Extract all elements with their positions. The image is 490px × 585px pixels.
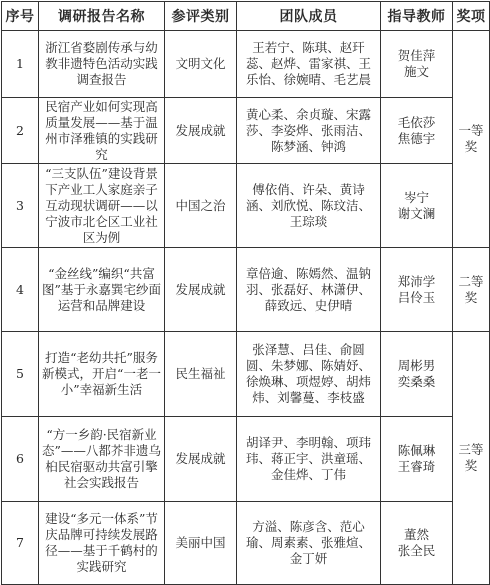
advisor-cell: 陈佩琳 王睿琦 — [381, 417, 453, 502]
row-index: 4 — [2, 248, 39, 332]
category-cell: 文明文化 — [165, 31, 237, 98]
report-title: “金丝线”编织“共富图”基于永嘉巽宅纱面运营和品牌建设 — [39, 248, 165, 332]
table-row — [2, 98, 490, 164]
award-cell-third: 三等奖 — [453, 332, 490, 585]
table-row — [2, 332, 490, 417]
category-cell: 发展成就 — [165, 98, 237, 164]
category-cell: 中国之治 — [165, 164, 237, 248]
award-cell-first: 一等奖 — [453, 31, 490, 248]
report-title: 打造“老幼共托”服务新模式，开启“一老一小”幸福新生活 — [39, 332, 165, 417]
table-row — [2, 502, 490, 585]
award-cell-second: 二等奖 — [453, 248, 490, 332]
team-members: 傅依俏、许朵、黄诗涵、刘欣悦、陈玟洁、王琮琰 — [237, 164, 381, 248]
header-title: 调研报告名称 — [39, 2, 165, 31]
header-advisor: 指导教师 — [381, 2, 453, 31]
report-title: 民宿产业如何实现高质量发展——基于温州市泽雅镇的实践研究 — [39, 98, 165, 164]
team-members: 方溢、陈彦含、范心瑜、周素素、张雅煊、金丁妍 — [237, 502, 381, 585]
advisor-cell: 董然 张全民 — [381, 502, 453, 585]
team-members: 黄心柔、余贞璇、宋露莎、李姿烨、张雨洁、陈梦涵、钟鸿 — [237, 98, 381, 164]
category-cell: 民生福祉 — [165, 332, 237, 417]
report-title: “三支队伍”建设背景下产业工人家庭亲子互动现状调研——以宁波市北仑区工业社区为例 — [39, 164, 165, 248]
awards-table — [1, 1, 490, 585]
report-title: 建设“多元一体系”节庆品牌可持续发展路径——基于千鹤村的实践研究 — [39, 502, 165, 585]
advisor-cell: 郑沛学 吕伶玉 — [381, 248, 453, 332]
table-row — [2, 248, 490, 332]
row-index: 2 — [2, 98, 39, 164]
row-index: 5 — [2, 332, 39, 417]
row-index: 7 — [2, 502, 39, 585]
header-award: 奖项 — [453, 2, 490, 31]
team-members: 胡译尹、李明翰、项玮玮、蒋正宇、洪童瑶、金佳烨、丁伟 — [237, 417, 381, 502]
team-members: 章倍逾、陈嫣然、温钠羽、张磊好、林潇伊、薛致远、史伊晴 — [237, 248, 381, 332]
header-index: 序号 — [2, 2, 39, 31]
category-cell: 发展成就 — [165, 417, 237, 502]
team-members: 张泽慧、吕佳、俞圆圆、朱梦娜、陈婧妤、徐焕琳、项煜婷、胡炜炜、刘馨蔓、李枝盛 — [237, 332, 381, 417]
report-title: 浙江省婺剧传承与幼教非遗特色活动实践调查报告 — [39, 31, 165, 98]
table-row — [2, 417, 490, 502]
category-cell: 发展成就 — [165, 248, 237, 332]
advisor-cell: 毛依莎 焦德宇 — [381, 98, 453, 164]
row-index: 6 — [2, 417, 39, 502]
header-members: 团队成员 — [237, 2, 381, 31]
team-members: 王若宁、陈琪、赵玕蕊、赵烨、雷家祺、王乐怡、徐婉晴、毛艺晨 — [237, 31, 381, 98]
category-cell: 美丽中国 — [165, 502, 237, 585]
row-index: 3 — [2, 164, 39, 248]
table-row — [2, 31, 490, 98]
header-category: 参评类别 — [165, 2, 237, 31]
advisor-cell: 岑宁 谢文澜 — [381, 164, 453, 248]
report-title: “方一乡韵·民宿新业态”——八都芥非遗乌桕民宿驱动共富引擎社会实践报告 — [39, 417, 165, 502]
table-row — [2, 164, 490, 248]
header-row — [2, 2, 490, 31]
advisor-cell: 周彬男 奕桑桑 — [381, 332, 453, 417]
advisor-cell: 贺佳萍 施文 — [381, 31, 453, 98]
row-index: 1 — [2, 31, 39, 98]
